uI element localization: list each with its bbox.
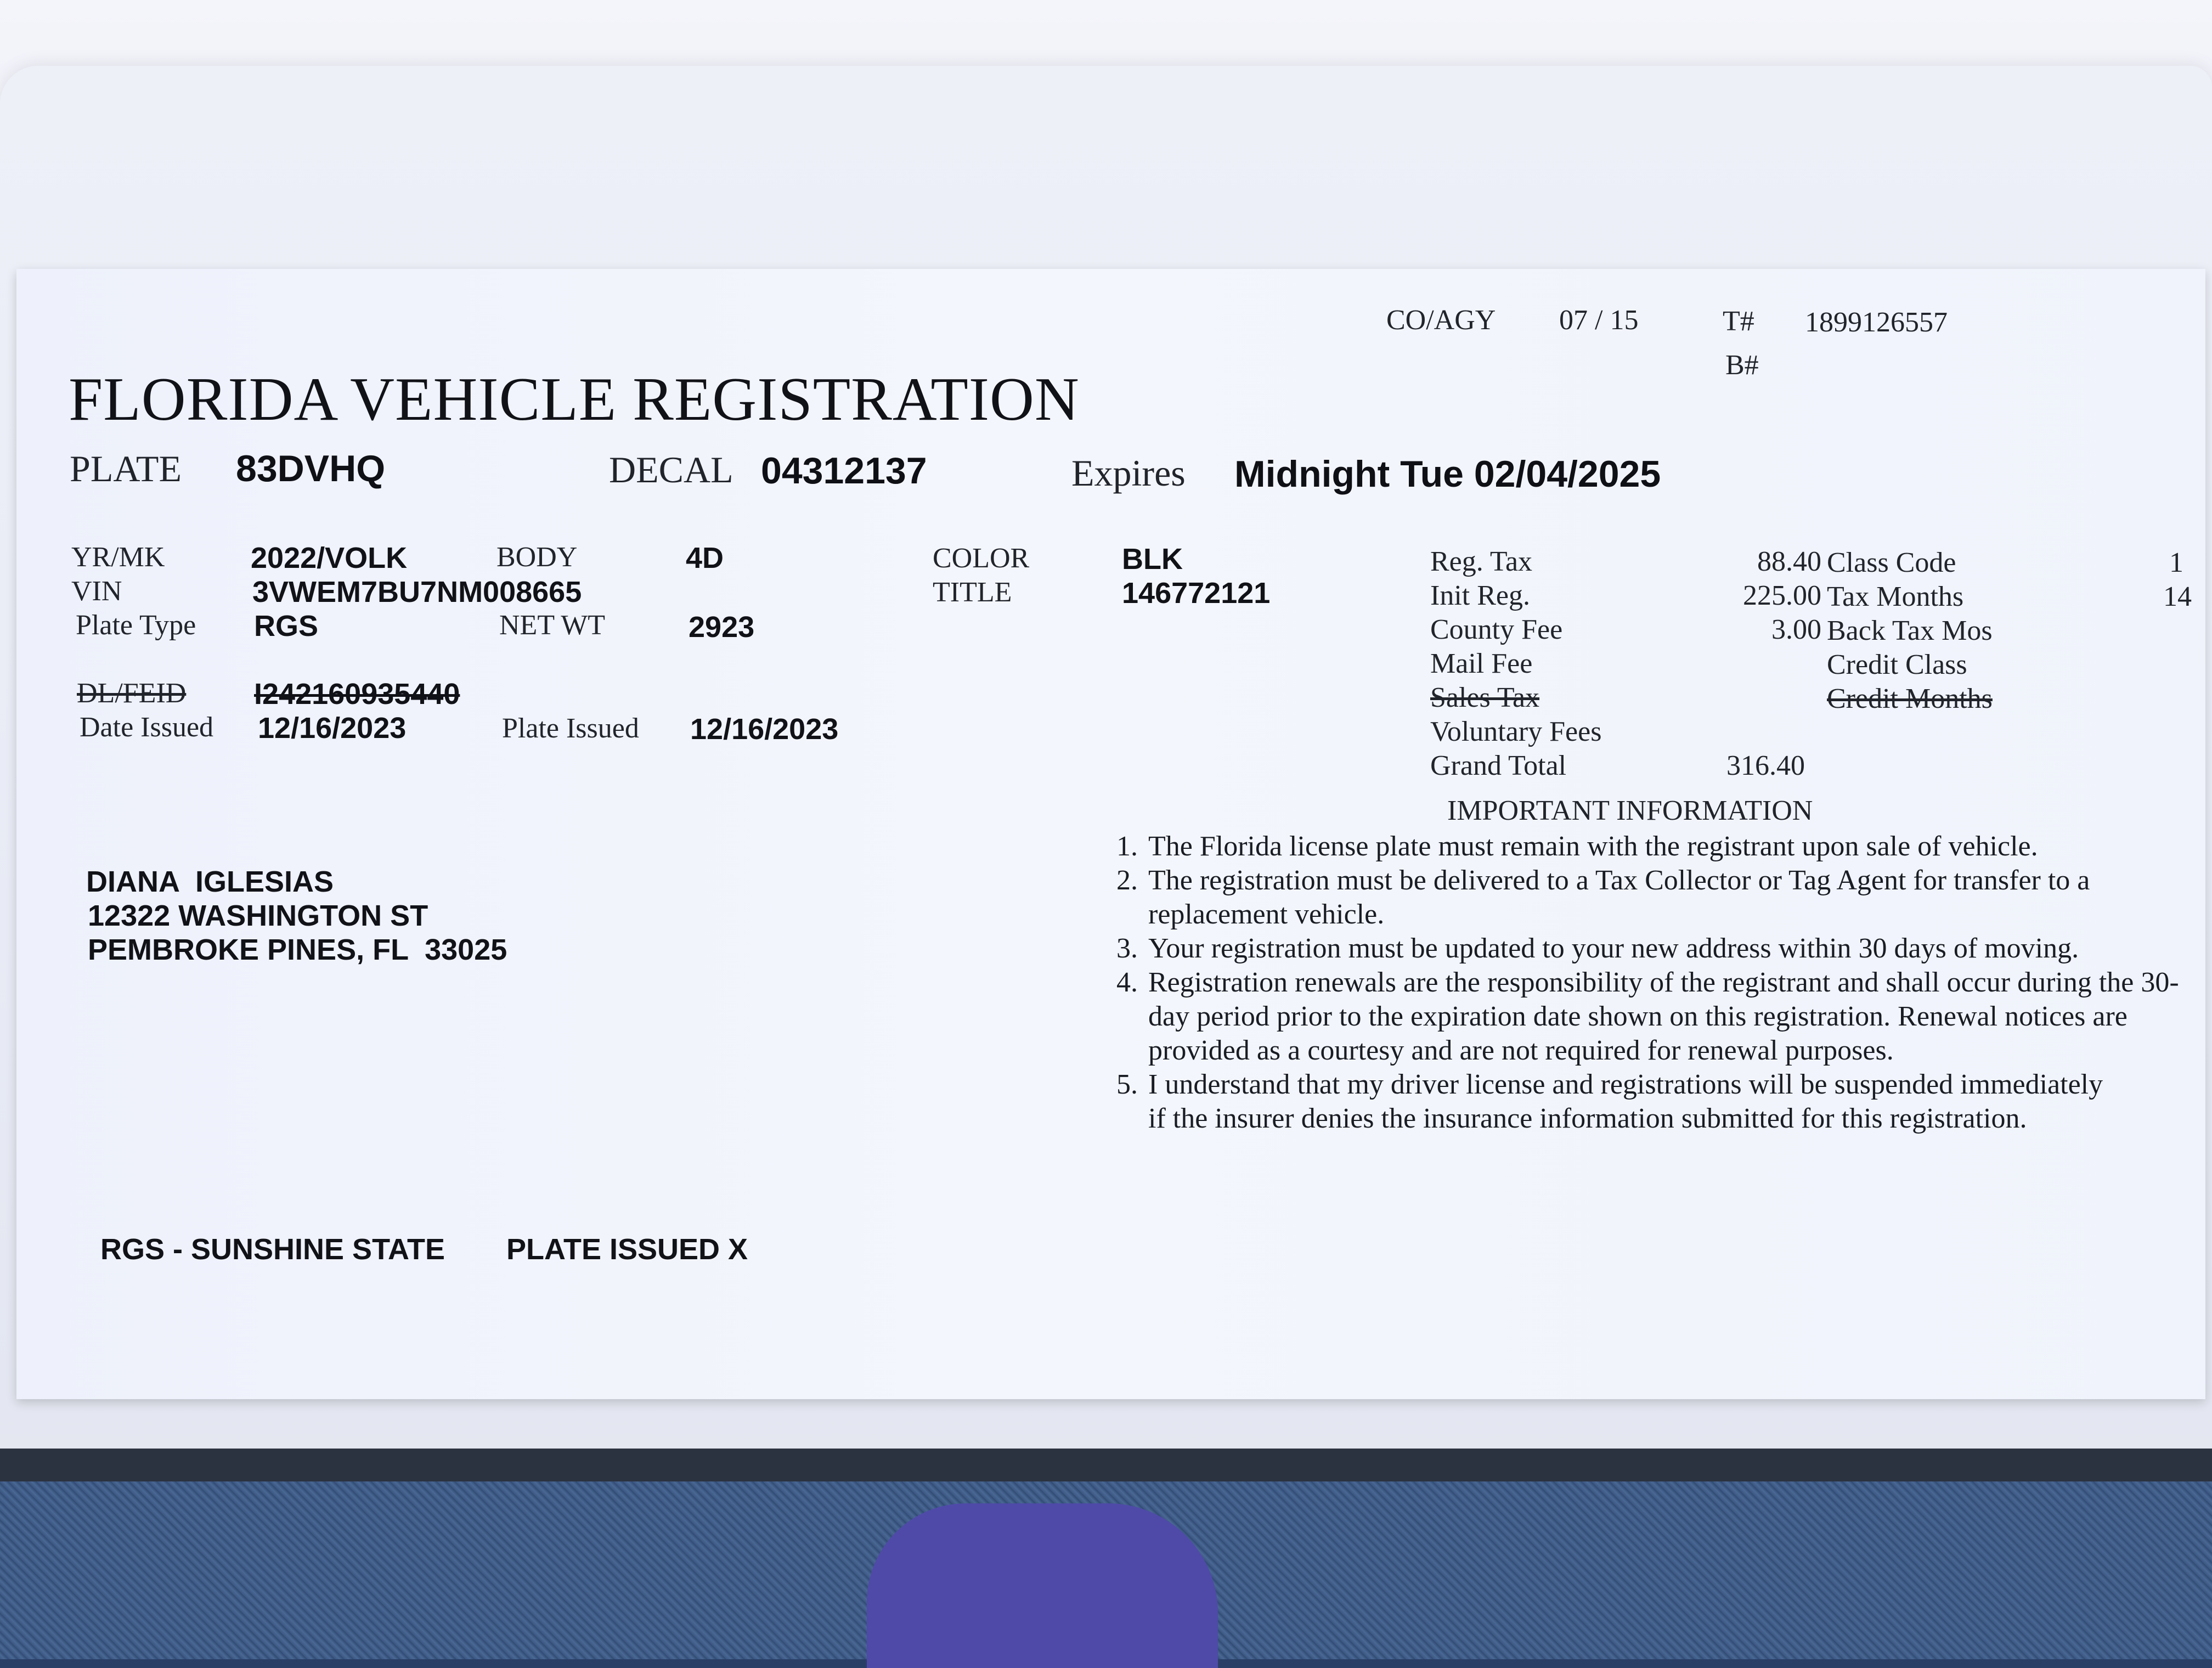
plate-label: PLATE — [70, 448, 182, 489]
net-wt-label: NET WT — [499, 610, 606, 641]
info-item-number: 3. — [1116, 933, 1138, 964]
owner-street: 12322 WASHINGTON ST — [88, 899, 428, 932]
plate-issued-label: Plate Issued — [502, 713, 639, 744]
init-reg-label: Init Reg. — [1430, 580, 1530, 611]
yrmk-value: 2022/VOLK — [251, 542, 408, 574]
sales-tax-label: Sales Tax — [1430, 682, 1540, 713]
info-item-number: 1. — [1116, 831, 1138, 862]
credit-class-label: Credit Class — [1827, 649, 1967, 680]
reg-tax-label: Reg. Tax — [1430, 546, 1533, 577]
plate-description: RGS - SUNSHINE STATE — [100, 1233, 445, 1266]
color-value: BLK — [1122, 543, 1183, 576]
expires-value: Midnight Tue 02/04/2025 — [1234, 453, 1661, 495]
title-value: 146772121 — [1122, 577, 1271, 610]
info-item-5 — [1116, 1068, 2159, 1170]
vin-value: 3VWEM7BU7NM008665 — [252, 576, 582, 608]
tax-months-value: 14 — [2163, 581, 2192, 612]
info-item-2 — [1116, 864, 2192, 932]
info-item-text: Registration renewals are the responsibility of the registrant and shall occur during the 30-day period prior to the expiration date shown on this registration. Renewal notices are provided as a courtesy and are not required for renewal purposes. — [1148, 967, 2179, 1066]
body-label: BODY — [496, 542, 578, 573]
grand-total-label: Grand Total — [1430, 750, 1567, 781]
class-code-value: 1 — [2169, 547, 2183, 578]
info-item-1 — [1116, 830, 2192, 864]
info-item-3 — [1116, 932, 2192, 966]
grand-total-value: 316.40 — [1726, 750, 1805, 781]
t-number-label: T# — [1723, 306, 1754, 337]
tax-months-label: Tax Months — [1827, 581, 1964, 612]
yrmk-label: YR/MK — [71, 542, 165, 573]
info-item-4 — [1116, 966, 2192, 1068]
color-label: COLOR — [933, 543, 1030, 574]
plate-type-value: RGS — [254, 610, 319, 643]
important-heading: IMPORTANT INFORMATION — [1447, 795, 1813, 826]
mail-fee-label: Mail Fee — [1430, 648, 1533, 679]
vin-label: VIN — [71, 576, 122, 607]
county-fee-value: 3.00 — [1771, 614, 1821, 645]
date-issued-label: Date Issued — [80, 712, 214, 743]
plate-issued-value: 12/16/2023 — [690, 713, 839, 746]
decal-value: 04312137 — [761, 450, 927, 492]
info-item-number: 2. — [1116, 865, 1138, 896]
document-title: FLORIDA VEHICLE REGISTRATION — [69, 365, 1080, 433]
plate-type-label: Plate Type — [76, 610, 196, 641]
voluntary-fees-label: Voluntary Fees — [1430, 716, 1602, 747]
b-number-label: B# — [1725, 350, 1759, 381]
info-item-text: I understand that my driver license and registrations will be suspended immediately if the insurer denies the insurance information submitted for this registration. — [1148, 1069, 2103, 1134]
shoe — [867, 1503, 1218, 1668]
registration-document — [16, 269, 2205, 1399]
date-issued-value: 12/16/2023 — [258, 712, 407, 745]
owner-city: PEMBROKE PINES, FL 33025 — [88, 933, 507, 966]
co-agy-label: CO/AGY — [1386, 305, 1496, 336]
dlfeid-value: I242160935440 — [254, 678, 460, 711]
dlfeid-label: DL/FEID — [77, 678, 187, 709]
body-value: 4D — [686, 542, 724, 574]
info-item-text: Your registration must be updated to your new address within 30 days of moving. — [1148, 933, 2079, 964]
info-item-text: The Florida license plate must remain with the registrant upon sale of vehicle. — [1148, 831, 2038, 862]
county-fee-label: County Fee — [1430, 614, 1563, 645]
class-code-label: Class Code — [1827, 547, 1956, 578]
owner-name: DIANA IGLESIAS — [86, 865, 334, 898]
info-item-number: 4. — [1116, 967, 1138, 998]
plate-value: 83DVHQ — [236, 448, 386, 489]
init-reg-value: 225.00 — [1743, 580, 1821, 611]
info-item-number: 5. — [1116, 1069, 1138, 1100]
back-tax-mos-label: Back Tax Mos — [1827, 615, 1993, 646]
reg-tax-value: 88.40 — [1757, 546, 1821, 577]
credit-months-label: Credit Months — [1827, 683, 1993, 714]
title-label: TITLE — [933, 577, 1012, 608]
plate-issued-flag: PLATE ISSUED X — [506, 1233, 748, 1266]
info-item-text: The registration must be delivered to a Tax Collector or Tag Agent for transfer to a replacement vehicle. — [1148, 865, 2090, 930]
co-agy-value: 07 / 15 — [1559, 305, 1639, 336]
decal-label: DECAL — [609, 449, 733, 491]
net-wt-value: 2923 — [689, 611, 755, 644]
expires-label: Expires — [1071, 452, 1186, 494]
t-number-value: 1899126557 — [1805, 307, 1948, 338]
